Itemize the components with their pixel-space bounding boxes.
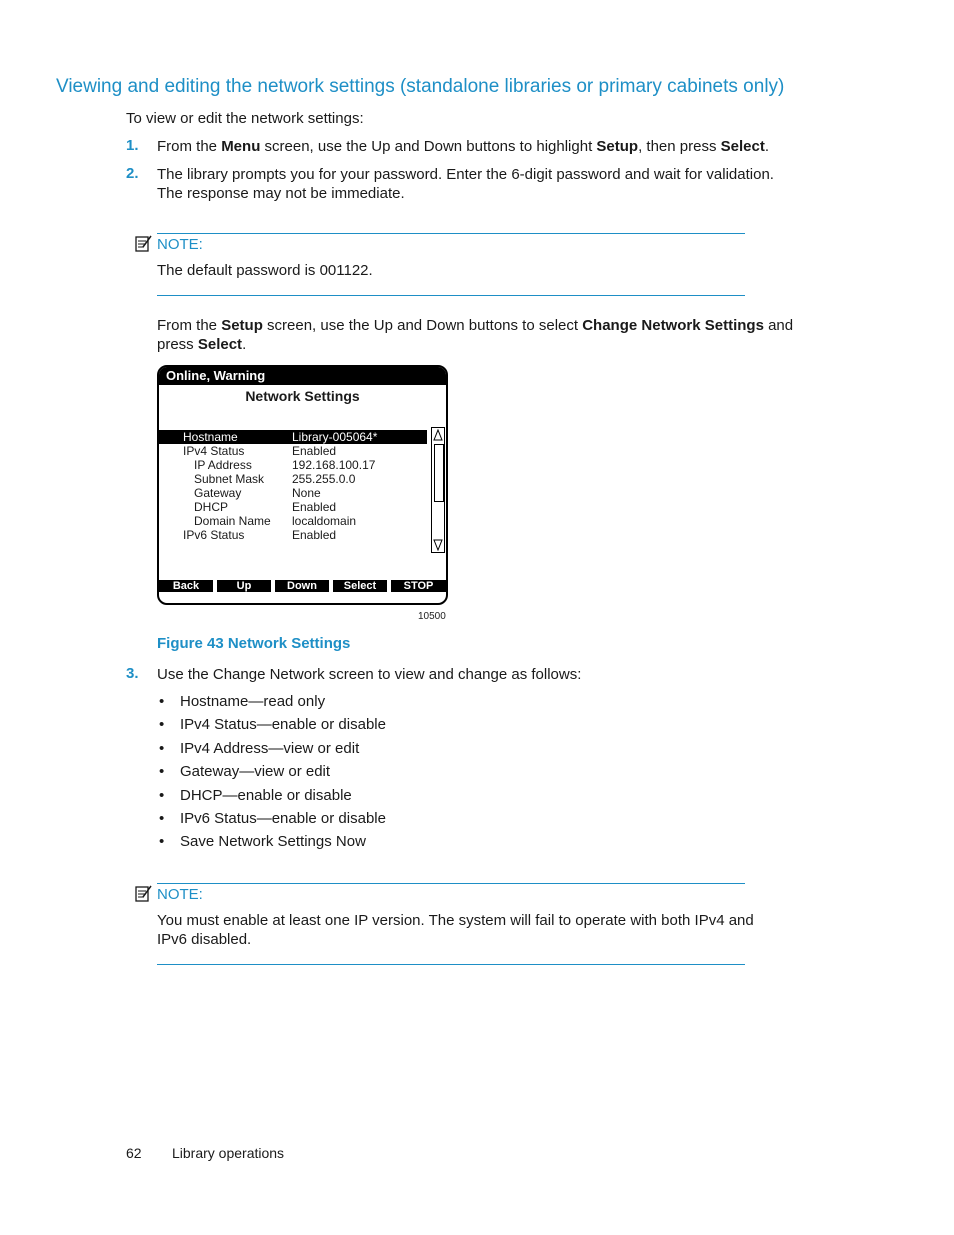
soft-key-select: Select <box>333 580 387 592</box>
note-label: NOTE: <box>157 886 203 903</box>
note-text: The default password is 001122. <box>157 262 373 279</box>
bullet-item: DHCP—enable or disable <box>180 787 352 804</box>
lcd-row-hostname <box>159 430 427 444</box>
setup-paragraph-line-1 <box>157 316 793 335</box>
select-term: Select <box>197 336 243 353</box>
step-text-part: , then press <box>638 138 721 155</box>
note-top-rule <box>157 883 745 884</box>
bullet-item: Save Network Settings Now <box>180 833 366 850</box>
bullet-item: IPv4 Status—enable or disable <box>180 716 386 733</box>
step-text-part: From the <box>157 138 222 155</box>
step-number: 3. <box>126 665 139 682</box>
lcd-row-dhcp <box>159 500 427 514</box>
note-label: NOTE: <box>157 236 203 253</box>
para-text-part: and <box>763 317 794 334</box>
step-1-text <box>157 137 769 156</box>
lcd-row-value: localdomain <box>292 514 357 528</box>
lcd-row-subnet-mask <box>159 472 427 486</box>
lcd-row-value: 192.168.100.17 <box>292 458 376 472</box>
note-bottom-rule <box>157 964 745 965</box>
figure-caption: Figure 43 Network Settings <box>157 635 351 652</box>
lcd-row-ip-address <box>159 458 427 472</box>
soft-key-down: Down <box>275 580 329 592</box>
setup-term: Setup <box>221 317 263 334</box>
note-text-line-1: You must enable at least one IP version. The system will fail to operate with both IPv4 and <box>157 912 754 929</box>
lcd-row-label: Hostname <box>183 430 238 444</box>
note-bottom-rule <box>157 295 745 296</box>
select-term: Select <box>720 138 765 155</box>
step-text-part: . <box>764 138 769 155</box>
lcd-row-label: Gateway <box>194 486 242 500</box>
lcd-row-ipv4-status <box>159 444 427 458</box>
menu-term: Menu <box>221 138 261 155</box>
soft-key-back: Back <box>159 580 213 592</box>
lcd-status-bar: Online, Warning <box>159 367 446 385</box>
lcd-row-label: IP Address <box>194 458 252 472</box>
bullet-marker: • <box>159 693 165 710</box>
para-text-part: press <box>157 336 198 353</box>
bullet-marker: • <box>159 716 165 733</box>
page-number: 62 <box>126 1145 142 1161</box>
setup-paragraph-line-2 <box>157 335 246 354</box>
para-text-part: From the <box>157 317 222 334</box>
lcd-row-label: DHCP <box>194 500 229 514</box>
bullet-item: IPv4 Address—view or edit <box>180 740 360 757</box>
lcd-row-value: None <box>292 486 321 500</box>
step-3-text: Use the Change Network screen to view and change as follows: <box>157 666 582 683</box>
setup-term: Setup <box>596 138 639 155</box>
note-icon <box>135 885 152 902</box>
section-heading: Viewing and editing the network settings (standalone libraries or primary cabinets only) <box>56 76 785 97</box>
lcd-row-label: IPv6 Status <box>183 528 245 542</box>
bullet-item: Gateway—view or edit <box>180 763 331 780</box>
step-number: 1. <box>126 137 139 154</box>
lcd-row-value: Enabled <box>292 528 337 542</box>
note-icon <box>135 235 152 252</box>
bullet-marker: • <box>159 740 165 757</box>
scroll-down-arrow-icon <box>433 539 443 551</box>
scroll-up-arrow-icon <box>433 429 443 441</box>
note-text-line-2: IPv6 disabled. <box>157 931 252 948</box>
para-text-part: . <box>242 336 247 353</box>
bullet-marker: • <box>159 787 165 804</box>
network-settings-screen-figure <box>157 365 448 605</box>
lcd-row-label: Domain Name <box>194 514 271 528</box>
change-network-settings-term: Change Network Settings <box>582 317 764 334</box>
step-text-part: screen, use the Up and Down buttons to highlight <box>260 138 597 155</box>
soft-key-up: Up <box>217 580 271 592</box>
para-text-part: screen, use the Up and Down buttons to select <box>262 317 583 334</box>
bullet-marker: • <box>159 810 165 827</box>
step-2-line-2: The response may not be immediate. <box>157 185 405 202</box>
lcd-screen-title: Network Settings <box>245 388 360 404</box>
lcd-row-label: Subnet Mask <box>194 472 265 486</box>
soft-key-stop: STOP <box>391 580 446 592</box>
lcd-row-value: 255.255.0.0 <box>292 472 356 486</box>
bullet-item: IPv6 Status—enable or disable <box>180 810 386 827</box>
note-top-rule <box>157 233 745 234</box>
bullet-marker: • <box>159 833 165 850</box>
lcd-row-ipv6-status <box>159 528 427 542</box>
scroll-thumb <box>434 444 444 502</box>
lcd-row-label: IPv4 Status <box>183 444 245 458</box>
intro-text: To view or edit the network settings: <box>126 110 364 127</box>
lcd-row-value: Enabled <box>292 500 337 514</box>
lcd-row-value: Library-005064* <box>292 430 378 444</box>
bullet-marker: • <box>159 763 165 780</box>
step-2-line-1: The library prompts you for your password. Enter the 6-digit password and wait for validation. <box>157 166 774 183</box>
bullet-item: Hostname—read only <box>180 693 326 710</box>
lcd-soft-keys <box>159 580 446 592</box>
lcd-scrollbar <box>431 427 445 553</box>
lcd-row-gateway <box>159 486 427 500</box>
step-number: 2. <box>126 165 139 182</box>
footer-section-title: Library operations <box>172 1145 285 1161</box>
lcd-row-value: Enabled <box>292 444 337 458</box>
figure-id: 10500 <box>418 611 446 622</box>
lcd-row-domain-name <box>159 514 427 528</box>
